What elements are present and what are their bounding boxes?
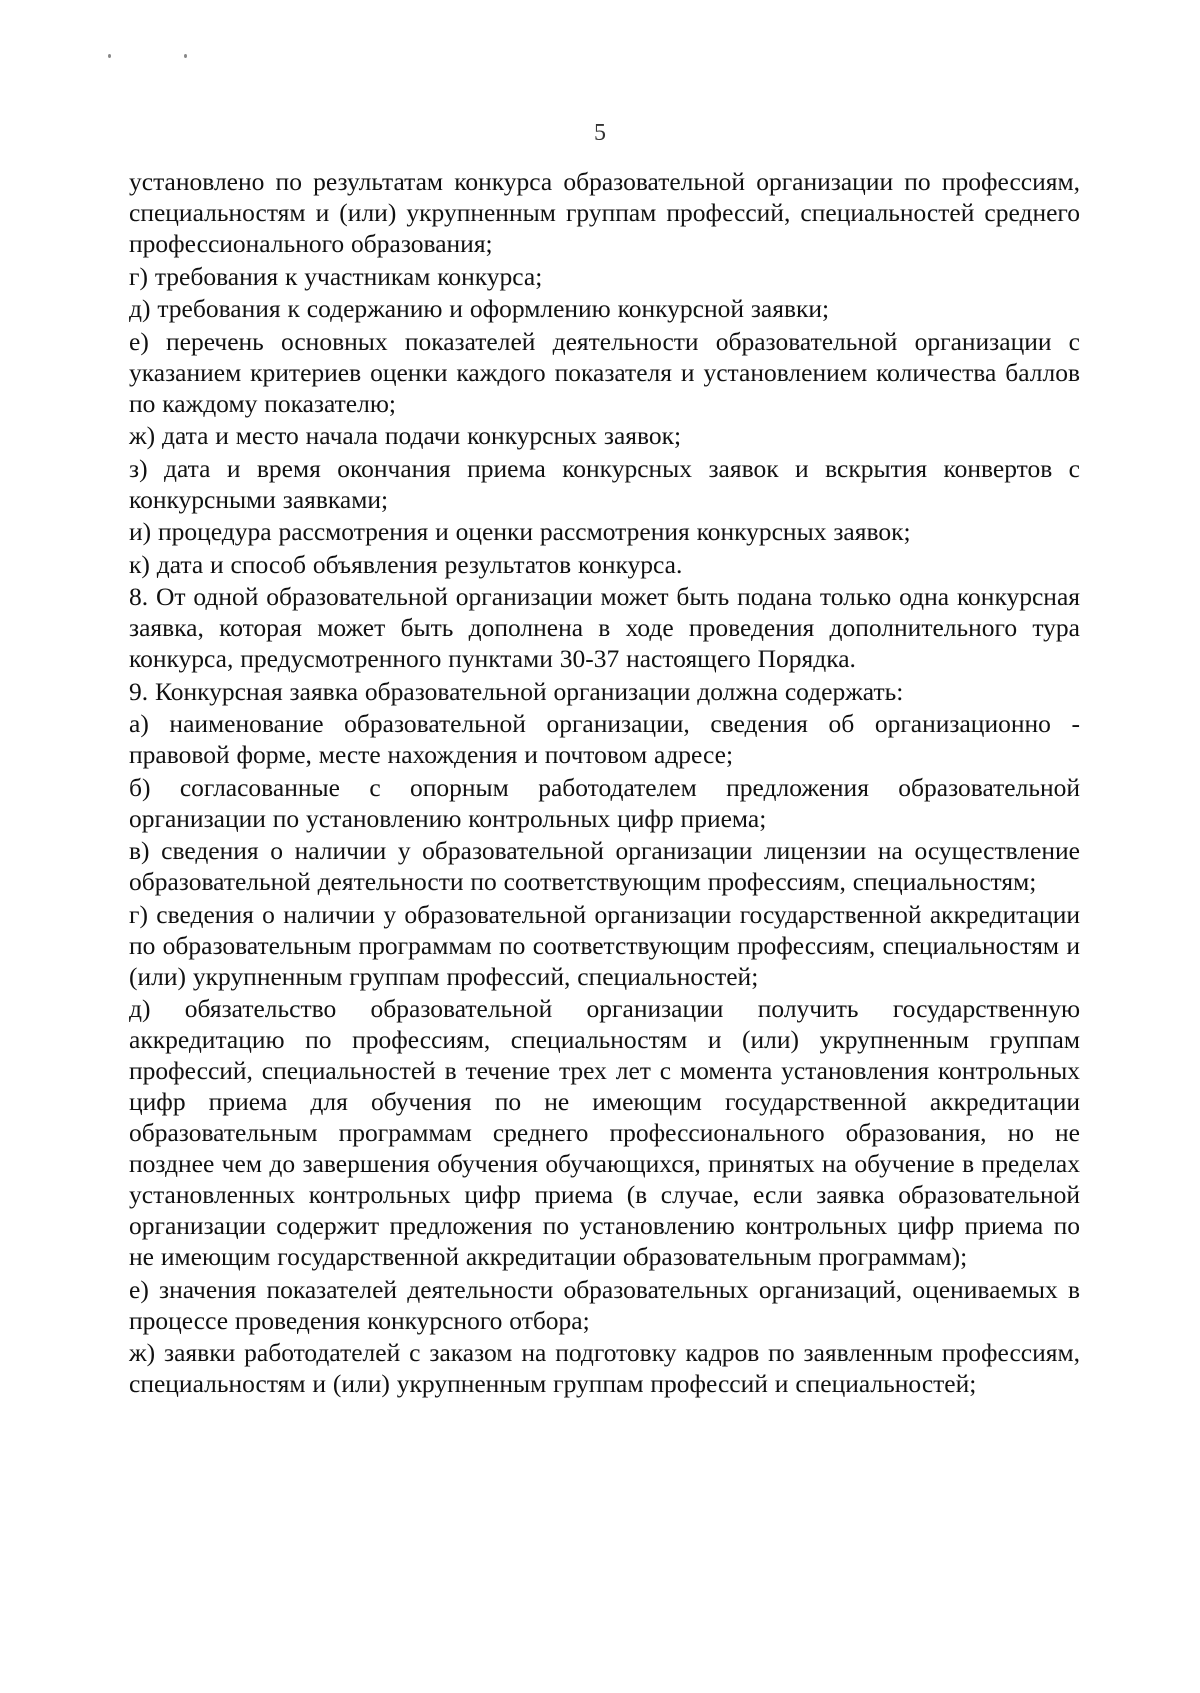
document-body: [129, 166, 1080, 1401]
paragraph-item-zh2: ж) заявки работодателей с заказом на подготовку кадров по заявленным профессиям, специальностям и (или) укрупненным группам профессий и специальностей;: [129, 1338, 1080, 1398]
paragraph-clause-8: 8. От одной образовательной организации может быть подана только одна конкурсная заявка, которая может быть дополнена в ходе проведения дополнительного тура конкурса, предусмотренного пунктами 30-37 настоящего Порядка.: [129, 582, 1080, 673]
paragraph-item-k: к) дата и способ объявления результатов конкурса.: [129, 549, 683, 579]
paragraph-item-g2: г) сведения о наличии у образовательной организации государственной аккредитации по образовательным программам по соответствующим профессиям, специальностям и (или) укрупненным группам профессий, специальностей;: [129, 899, 1080, 991]
paragraph-item-i: и) процедура рассмотрения и оценки рассмотрения конкурсных заявок;: [129, 517, 911, 546]
paragraph-item-zh: ж) дата и место начала подачи конкурсных заявок;: [129, 421, 682, 450]
paragraph-item-e: е) перечень основных показателей деятельности образовательной организации с указанием критериев оценки каждого показателя и установлением количества баллов по каждому показателю;: [129, 326, 1080, 418]
paragraph-item-b: б) согласованные с опорным работодателем предложения образовательной организации по установлению контрольных цифр приема;: [129, 772, 1080, 833]
scan-specks: [108, 54, 198, 64]
paragraph-item-c-continuation: установлено по результатам конкурса образовательной организации по профессиям, специальностям и (или) укрупненным группам профессий, специальностей среднего профессионального образования;: [129, 167, 1080, 258]
scan-speck: [184, 54, 187, 58]
paragraph-item-g: г) требования к участникам конкурса;: [129, 261, 543, 291]
paragraph-item-e2: е) значения показателей деятельности образовательных организаций, оцениваемых в процессе проведения конкурсного отбора;: [129, 1274, 1080, 1335]
paragraph-clause-9: 9. Конкурсная заявка образовательной организации должна содержать:: [129, 676, 904, 706]
paragraph-item-z: з) дата и время окончания приема конкурсных заявок и вскрытия конвертов с конкурсными заявками;: [129, 453, 1080, 514]
scan-speck: [108, 54, 111, 58]
paragraph-item-v: в) сведения о наличии у образовательной организации лицензии на осуществление образовательной деятельности по соответствующим профессиям, специальностям;: [129, 836, 1080, 896]
paragraph-item-d2: д) обязательство образовательной организации получить государственную аккредитацию по профессиям, специальностям и (или) укрупненным группам профессий, специальностей в течение трех лет с момента установления контрольных цифр приема для обучения по не имеющим государственной аккредитации образовательным программам среднего профессионального образования, но не позднее чем до завершения обучения обучающихся, принятых на обучение в пределах установленных контрольных цифр приема (в случае, если заявка образовательной организации содержит предложения по установлению контрольных цифр приема по не имеющим государственной аккредитации образовательным программам);: [129, 994, 1080, 1271]
paragraph-item-d: д) требования к содержанию и оформлению конкурсной заявки;: [129, 294, 830, 323]
paragraph-item-a: а) наименование образовательной организации, сведения об организационно - правовой форме, месте нахождения и почтовом адресе;: [129, 709, 1080, 769]
page-number: 5: [594, 120, 606, 146]
